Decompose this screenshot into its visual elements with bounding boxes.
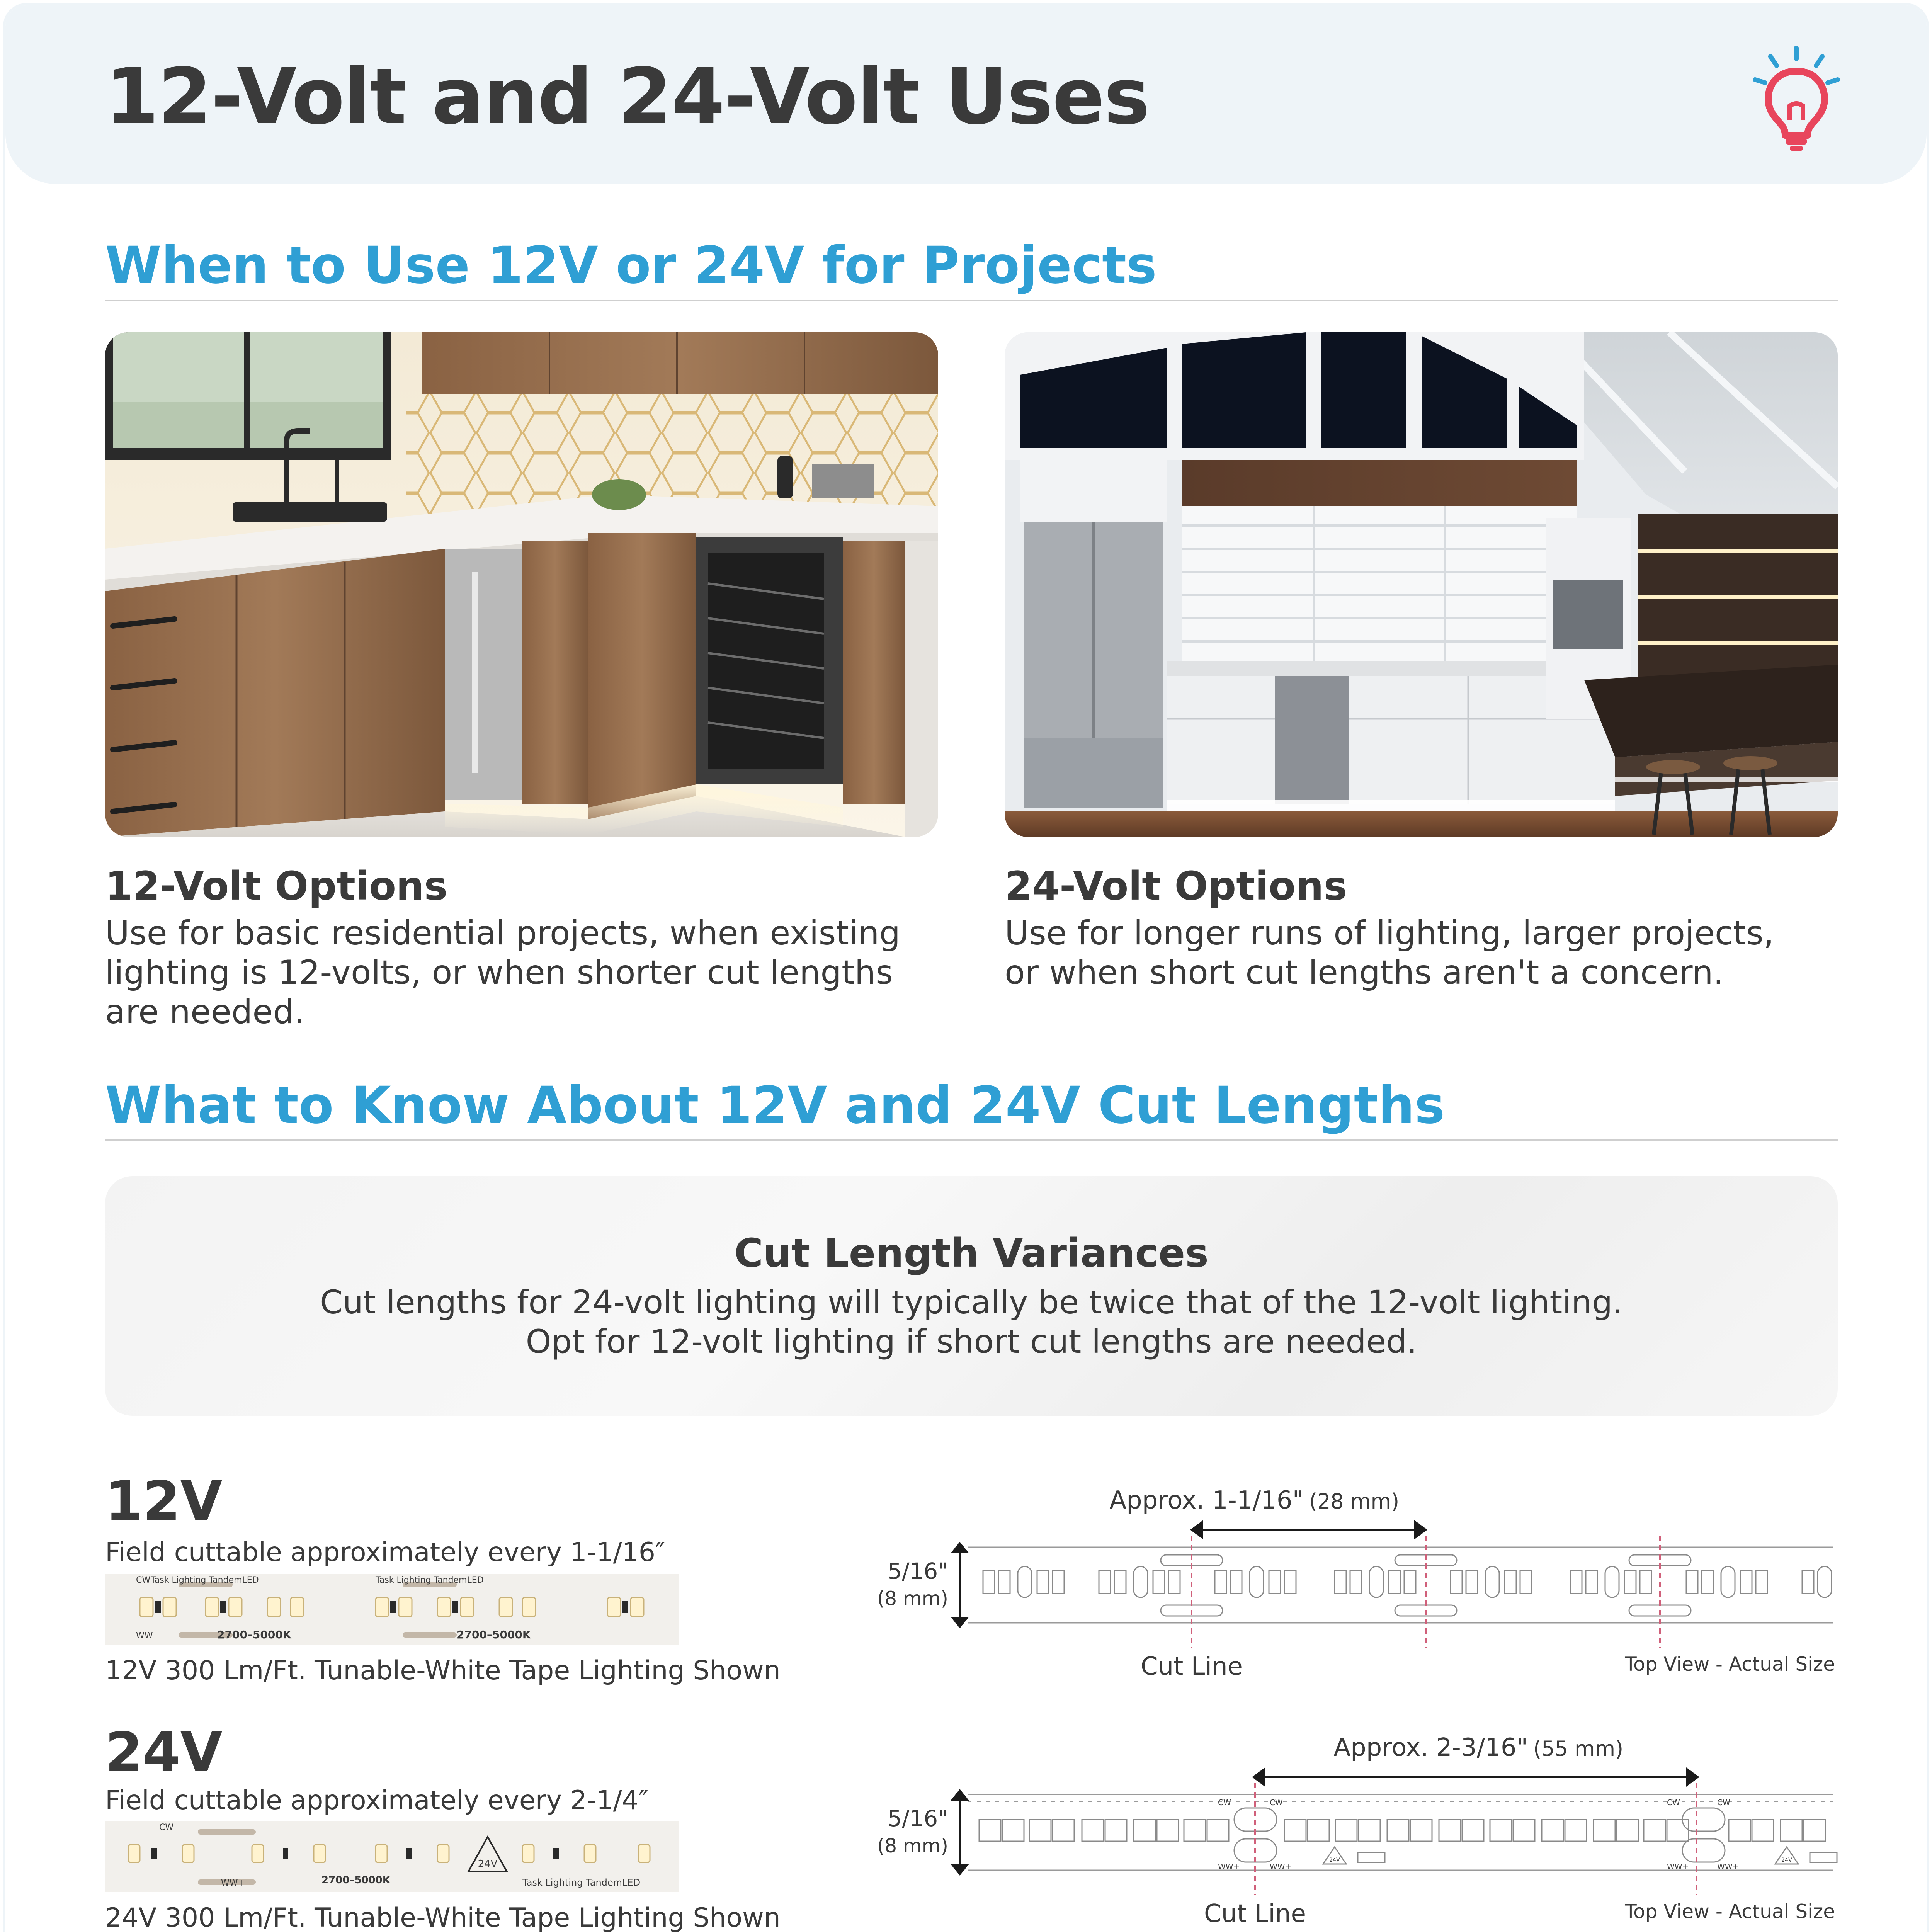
pad-ww-label: WW+ [1218, 1862, 1240, 1871]
variance-body [105, 1282, 1838, 1361]
cut-diagram-24v [867, 1725, 1841, 1932]
section-divider [105, 1139, 1838, 1141]
strip-ww-mark: WW+ [221, 1878, 245, 1888]
cut-line-label: Cut Line [1140, 1652, 1243, 1681]
tape-strip-photo-24v [105, 1821, 679, 1892]
pad-ww-label: WW+ [1717, 1862, 1739, 1871]
diagram-24v-mark: 24V [1781, 1857, 1792, 1863]
strip-cw-mark: CW [159, 1823, 174, 1832]
strip-brand-mark: Task Lighting TandemLED [376, 1575, 484, 1585]
caption-12v: 12V 300 Lm/Ft. Tunable-White Tape Lighting Shown [105, 1655, 781, 1686]
strip-cct-mark: 2700–5000K [217, 1628, 291, 1641]
header-banner [5, 5, 1927, 184]
variance-line-2: Opt for 12-volt lighting if short cut lengths are needed. [526, 1323, 1417, 1361]
lightbulb-icon [1748, 44, 1845, 152]
strip-cct-mark: 2700–5000K [457, 1628, 531, 1641]
pad-ww-label: WW+ [1667, 1862, 1689, 1871]
cut-line-label: Cut Line [1204, 1900, 1306, 1928]
infographic-page [3, 3, 1929, 1932]
cut-spacing-mm: (28 mm) [1309, 1489, 1400, 1514]
option-body-12v: Use for basic residential projects, when existing lighting is 12-volts, or when shorter cut lengths are needed. [105, 914, 901, 1031]
pad-cw-label: CW- [1218, 1798, 1234, 1807]
strip-width-label: 5/16" [888, 1805, 948, 1832]
variance-callout [105, 1176, 1838, 1416]
strip-24v-mark: 24V [478, 1858, 498, 1870]
strip-brand-mark: Task Lighting TandemLED [151, 1575, 259, 1585]
cut-spacing-label: Approx. 1-1/16" [1109, 1486, 1304, 1515]
pad-cw-label: CW- [1667, 1798, 1683, 1807]
strip-width-mm: (8 mm) [877, 1835, 948, 1857]
cut-spacing-label: Approx. 2-3/16" [1333, 1733, 1528, 1762]
strip-ww-mark: WW [136, 1631, 153, 1641]
cut-lengths-section-title: What to Know About 12V and 24V Cut Lengths [105, 1076, 1445, 1135]
strip-width-mm: (8 mm) [877, 1587, 948, 1610]
top-view-label: Top View - Actual Size [1625, 1653, 1835, 1675]
projects-section-title: When to Use 12V or 24V for Projects [105, 236, 1157, 295]
page-title: 12-Volt and 24-Volt Uses [105, 52, 1149, 142]
caption-24v: 24V 300 Lm/Ft. Tunable-White Tape Lighting Shown [105, 1903, 781, 1932]
cut-spacing-mm: (55 mm) [1533, 1736, 1624, 1761]
pad-ww-label: WW+ [1270, 1862, 1292, 1871]
strip-cw-mark: CW [136, 1575, 151, 1585]
kitchen-photo-24v [1005, 332, 1838, 837]
pad-cw-label: CW- [1717, 1798, 1733, 1807]
option-heading-12v: 12-Volt Options [105, 863, 448, 909]
option-body-24v: Use for longer runs of lighting, larger projects, or when short cut lengths aren't a concern. [1005, 914, 1774, 992]
cuttable-note-12v: Field cuttable approximately every 1-1/16″ [105, 1537, 665, 1568]
variance-line-1: Cut lengths for 24-volt lighting will typically be twice that of the 12-volt lighting. [320, 1283, 1623, 1321]
option-heading-24v: 24-Volt Options [1005, 863, 1347, 909]
voltage-label-12v: 12V [105, 1470, 223, 1533]
diagram-24v-mark: 24V [1329, 1857, 1340, 1863]
cuttable-note-24v: Field cuttable approximately every 2-1/4″ [105, 1785, 649, 1816]
section-divider [105, 300, 1838, 301]
tape-strip-photo-12v [105, 1574, 679, 1645]
pad-cw-label: CW- [1270, 1798, 1286, 1807]
kitchen-photo-12v [105, 332, 938, 837]
strip-cct-mark: 2700–5000K [321, 1874, 390, 1886]
top-view-label: Top View - Actual Size [1625, 1900, 1835, 1923]
strip-brand-mark: Task Lighting TandemLED [522, 1877, 641, 1888]
variance-title: Cut Length Variances [734, 1230, 1209, 1276]
cut-diagram-12v [867, 1478, 1841, 1694]
voltage-label-24v: 24V [105, 1721, 223, 1784]
strip-width-label: 5/16" [888, 1558, 948, 1584]
